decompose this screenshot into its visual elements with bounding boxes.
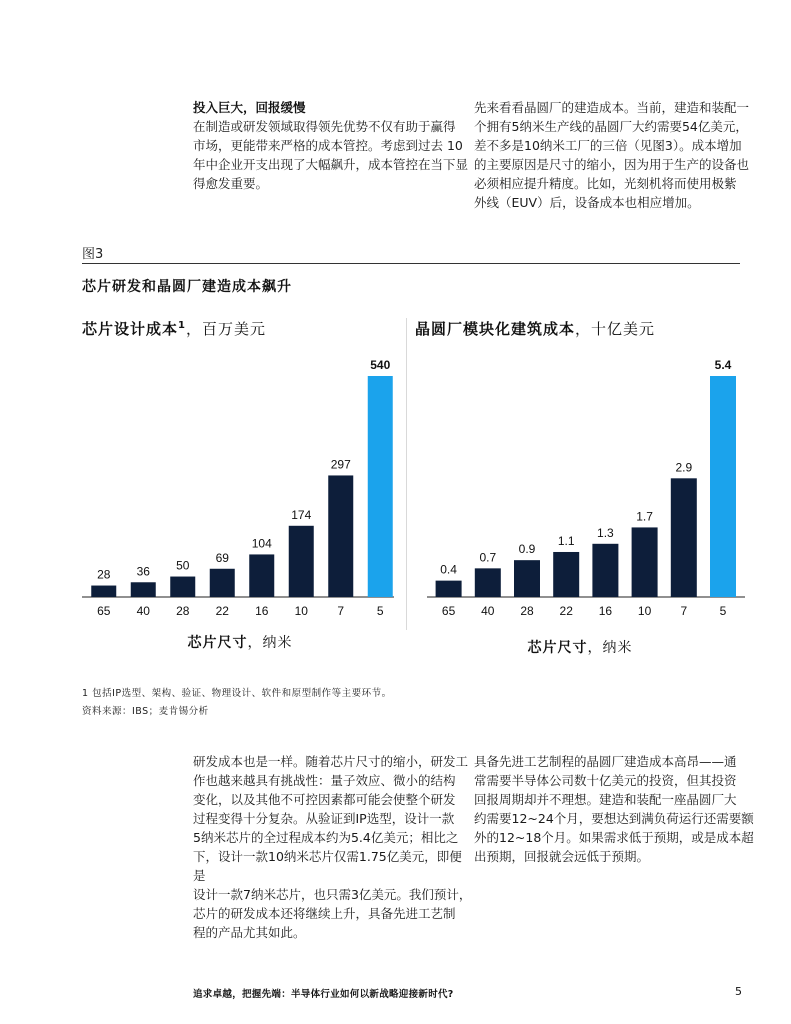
fab-cost-data-label: 1.7 [636,509,653,524]
footnote: 1 包括IP选型、架构、验证、物理设计、软件和原型制作等主要环节。 [82,688,392,699]
fab-cost-bar [710,376,736,597]
design-cost-tick-label: 16 [255,604,269,618]
fab-cost-data-label: 0.7 [479,550,497,565]
figure-label: 图3 [82,247,104,262]
page-number: 5 [735,985,742,998]
left-chart-title-unit: ，百万美元 [185,320,266,338]
fab-cost-tick-label: 7 [680,604,688,618]
fab-cost-tick-label: 10 [637,604,652,618]
design-cost-data-label: 36 [136,564,150,579]
design-cost-tick-label: 10 [294,604,308,618]
design-cost-bar [170,577,195,597]
fab-cost-bar [436,581,462,597]
design-cost-data-label: 540 [370,358,391,372]
design-cost-data-label: 297 [330,457,351,472]
fab-cost-tick-label: 40 [481,604,495,618]
left-chart-title-footnote-mark: 1 [178,320,186,331]
design-cost-tick-label: 7 [337,604,345,618]
design-cost-tick-label: 22 [215,604,229,618]
footer-title: 追求卓越，把握先端：半导体行业如何以新战略迎接新时代? [193,989,454,1000]
source-note: 资料来源：IBS；麦肯锡分析 [82,706,209,717]
intro-paragraph-right: 先来看看晶圆厂的建造成本。当前，建造和装配一 个拥有5纳米生产线的晶圆厂大约需要54亿美元， 差不多是10纳米工厂的三倍（见图3）。成本增加 的主要原因是尺寸的缩小，因为用于生产的设备也 必须相应提升精度。比如，光刻机将而使用极紫 外线（EUV）后，设备成本也相应增加。 [474,100,750,210]
design-cost-data-label: 104 [251,536,272,551]
chart-divider [406,318,407,630]
design-cost-bar [249,554,274,597]
design-cost-data-label: 174 [291,507,312,522]
design-cost-data-label: 28 [97,567,111,582]
intro-paragraph-left: 在制造或研发领域取得领先优势不仅有助于赢得 市场，更能带来严格的成本管控。考虑到过去 10 年中企业开支出现了大幅飙升，成本管控在当下显 得愈发重要。 [193,119,469,191]
fab-cost-data-label: 0.9 [518,542,536,557]
fab-cost-tick-label: 28 [520,604,534,618]
design-cost-bar [289,526,314,597]
left-chart-title-main: 芯片设计成本 [82,320,179,338]
fab-cost-bar [514,560,540,597]
design-cost-bar [368,376,393,597]
fab-cost-tick-label: 22 [559,604,573,618]
design-cost-tick-label: 28 [176,604,190,618]
left-x-axis-title-unit: ，纳米 [247,635,293,651]
right-chart-title-unit: ，十亿美元 [575,320,656,338]
fab-cost-bar [553,552,579,597]
right-chart-title-main: 晶圆厂模块化建筑成本 [415,320,576,338]
body-paragraph-left: 研发成本也是一样。随着芯片尺寸的缩小，研发工 作也越来越具有挑战性：量子效应、微小的结构 变化，以及其他不可控因素都可能会使整个研发 过程变得十分复杂。从验证到IP选型，设计一款 5纳米芯片的全过程成本约为5.4亿美元；相比之 下，设计一款10纳米芯片仅需1.75亿美元，即便是 设计一款7纳米芯片，也只需3亿美元。我们预计， 芯片的研发成本还将继续上升，具备先进工艺制 程的产品尤其如此。 [193,754,472,940]
figure-title: 芯片研发和晶圆厂建造成本飙升 [82,279,292,295]
section-heading: 投入巨大，回报缓慢 [193,100,306,115]
right-x-axis-title [480,637,680,657]
fab-cost-tick-label: 65 [441,604,456,618]
fab-cost-data-label: 1.3 [597,525,614,540]
design-cost-data-label: 69 [215,550,229,565]
fab-cost-data-label: 2.9 [675,460,693,475]
fab-cost-bar [671,478,697,597]
fab-cost-data-label: 1.1 [557,533,575,548]
right-x-axis-title-main: 芯片尺寸 [527,640,588,656]
fab-cost-data-label: 0.4 [440,562,457,577]
design-cost-bar [210,569,235,597]
design-cost-data-label: 50 [176,558,190,573]
design-cost-tick-label: 40 [136,604,150,618]
body-paragraph-right: 具备先进工艺制程的晶圆厂建造成本高昂——通 常需要半导体公司数十亿美元的投资，但其投资 回报周期却并不理想。建造和装配一座晶圆厂大 约需要12~24个月，要想达到满负荷运行还需要额 外的12~18个月。如果需求低于预期，或是成本超 出预期，回报就会远低于预期。 [474,754,754,864]
fab-cost-bar [632,527,658,597]
left-x-axis-title [140,632,340,652]
right-x-axis-title-unit: ，纳米 [587,640,633,656]
design-cost-tick-label: 5 [376,604,384,618]
fab-cost-bar [475,568,501,597]
fab-cost-tick-label: 5 [719,604,727,618]
fab-cost-data-label: 5.4 [714,358,732,372]
fab-cost-tick-label: 16 [598,604,613,618]
left-x-axis-title-main: 芯片尺寸 [187,635,248,651]
design-cost-bar [131,582,156,597]
fab-cost-bar [592,544,618,597]
design-cost-tick-label: 65 [97,604,111,618]
design-cost-bar [91,586,116,597]
design-cost-bar [328,475,353,597]
